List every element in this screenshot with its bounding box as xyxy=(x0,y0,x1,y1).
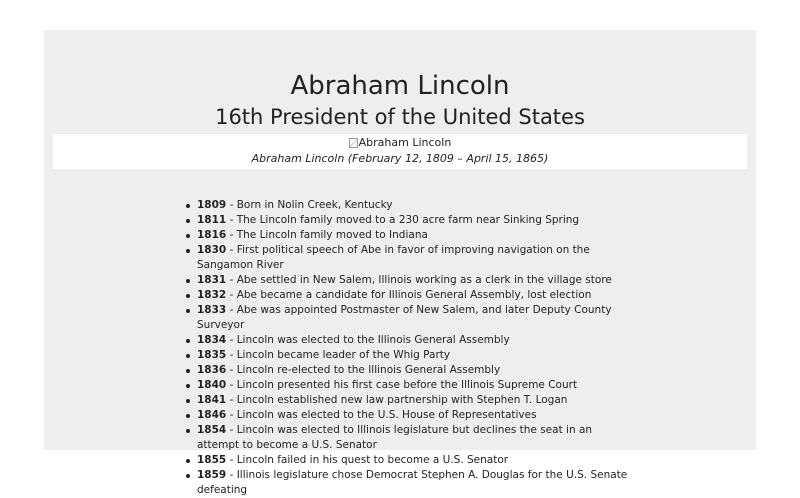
image-alt-text: Abraham Lincoln xyxy=(358,136,452,149)
timeline-item xyxy=(197,348,637,363)
timeline-item xyxy=(197,408,637,423)
timeline-text: - Lincoln failed in his quest to become a U.S. Senator xyxy=(226,454,509,466)
timeline-text: - Abe became a candidate for Illinois General Assembly, lost election xyxy=(226,289,592,301)
timeline-text: - Lincoln re-elected to the Illinois General Assembly xyxy=(226,364,501,376)
page-subtitle: 16th President of the United States xyxy=(215,105,585,129)
image-container xyxy=(53,134,747,169)
timeline-item xyxy=(197,243,637,273)
timeline-item xyxy=(197,333,637,348)
timeline-year: 1834 xyxy=(197,334,227,346)
timeline-item xyxy=(197,228,637,243)
timeline-text: - The Lincoln family moved to Indiana xyxy=(226,229,428,241)
timeline-text: - Lincoln presented his first case before the Illinois Supreme Court xyxy=(226,379,578,391)
timeline-year: 1836 xyxy=(197,364,227,376)
lincoln-image xyxy=(53,136,747,150)
timeline-item xyxy=(197,468,637,498)
timeline-text: - Abe was appointed Postmaster of New Salem, and later Deputy County Surveyor xyxy=(197,304,612,331)
timeline-item xyxy=(197,273,637,288)
timeline-text: - Lincoln was elected to Illinois legislature but declines the seat in an attempt to become a U.S. Senator xyxy=(197,424,593,451)
timeline-year: 1841 xyxy=(197,394,227,406)
timeline-text: - Lincoln was elected to the Illinois General Assembly xyxy=(226,334,510,346)
timeline-year: 1809 xyxy=(197,199,227,211)
timeline-item xyxy=(197,198,637,213)
timeline-year: 1859 xyxy=(197,469,227,481)
timeline-item xyxy=(197,363,637,378)
timeline-item xyxy=(197,303,637,333)
timeline-year: 1832 xyxy=(197,289,227,301)
timeline-text: - Lincoln established new law partnership with Stephen T. Logan xyxy=(226,394,568,406)
timeline-year: 1831 xyxy=(197,274,227,286)
timeline-item xyxy=(197,393,637,408)
timeline-text: - First political speech of Abe in favor of improving navigation on the Sangamon River xyxy=(197,244,590,271)
page-title: Abraham Lincoln xyxy=(290,71,510,101)
timeline-text: - Born in Nolin Creek, Kentucky xyxy=(226,199,393,211)
timeline-text: - Lincoln became leader of the Whig Party xyxy=(226,349,451,361)
timeline-item xyxy=(197,213,637,228)
timeline-year: 1835 xyxy=(197,349,227,361)
timeline-item xyxy=(197,378,637,393)
timeline-text: - The Lincoln family moved to a 230 acre farm near Sinking Spring xyxy=(226,214,580,226)
timeline-year: 1830 xyxy=(197,244,227,256)
timeline-text: - Lincoln was elected to the U.S. House of Representatives xyxy=(226,409,537,421)
timeline-item xyxy=(197,453,637,468)
timeline-year: 1811 xyxy=(197,214,227,226)
timeline-item xyxy=(197,288,637,303)
timeline-year: 1840 xyxy=(197,379,227,391)
timeline-year: 1833 xyxy=(197,304,227,316)
timeline-year: 1855 xyxy=(197,454,227,466)
tribute-page xyxy=(44,30,756,496)
timeline-list xyxy=(197,198,637,498)
timeline-year: 1846 xyxy=(197,409,227,421)
broken-image-icon xyxy=(349,138,358,148)
timeline-text: - Abe settled in New Salem, Illinois working as a clerk in the village store xyxy=(226,274,612,286)
timeline-text: - Illinois legislature chose Democrat Stephen A. Douglas for the U.S. Senate defeating xyxy=(197,469,628,496)
timeline-item xyxy=(197,423,637,453)
timeline-year: 1816 xyxy=(197,229,227,241)
timeline-year: 1854 xyxy=(197,424,227,436)
image-caption: Abraham Lincoln (February 12, 1809 – April 15, 1865) xyxy=(251,152,549,165)
